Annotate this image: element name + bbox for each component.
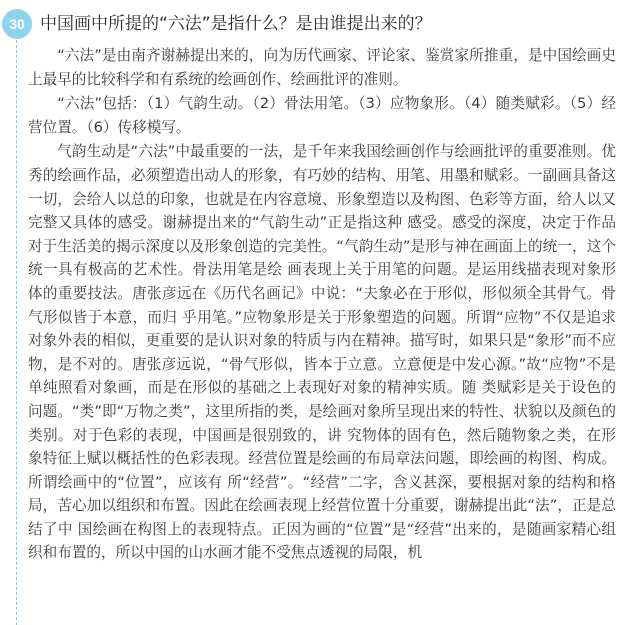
- paragraph: 气韵生动是“六法”中最重要的一法，是千年来我国绘画创作与绘画批评的重要准则。优秀的绘画作品，必须塑造出动人的形象，有巧妙的结构、用笔、用墨和赋彩。一副画具备这一切，会给人以总的印象，也就是在内容意境、形象塑造以及构图、色彩等方面，给人以又完整又具体的感受。谢赫提出来的“气韵生动”正是指这种 感受。感受的深度，决定于作品对于生活美的揭示深度以及形象创造的完美性。“气韵生动”是形与神在画面上的统一，这个统一具有极高的艺术性。骨法用笔是绘 画表现上关于用笔的问题。是运用线描表现对象形体的重要技法。唐张彦远在《历代名画记》中说：“夫象必在于形似，形似须全其骨气。骨气形似皆于本意，而归 乎用笔。”应物象形是关于形象塑造的问题。所谓“应物”不仅是追求对象外表的相似，更重要的是认识对象的特质与内在精神。描写时，如果只是“象形”而不应 物，是不对的。唐张彦远说，“骨气形似，皆本于立意。立意便是中发心源。”故“应物”不是单纯照看对象画，而是在形似的基础之上表现好对象的精神实质。随 类赋彩是关于设色的问题。“类”即“万物之类”，这里所指的类，是绘画对象所呈现出来的特性、状貌以及颜色的类别。对于色彩的表现，中国画是很别致的，讲 究物体的固有色，然后随物象之类，在形象特征上赋以概括性的色彩表现。经营位置是绘画的布局章法问题，即绘画的构图、构成。所谓绘画中的“位置”，应该有 所“经营”。“经营”二字，含义甚深，要根据对象的结构和格局，苦心加以组织和布置。因此在绘画表现上经营位置十分重要，谢赫提出此“法”，正是总结了中 国绘画在构图上的表现特点。正因为画的“位置”是“经营”出来的，是随画家精心组织和布置的，所以中国的山水画才能不受焦点透视的局限，机: [28, 143, 616, 562]
- paragraph: “六法”包括：（1）气韵生动。（2）骨法用笔。（3）应物象形。（4）随类赋彩。（5）经营位置。（6）传移模写。: [28, 95, 616, 136]
- question-number-badge: 30: [2, 9, 32, 39]
- paragraph: “六法”是由南齐谢赫提出来的，向为历代画家、评论家、鉴赏家所推重，是中国绘画史上最早的比较科学和有系统的绘画创作、绘画批评的准则。: [28, 47, 616, 88]
- dashed-margin-line: [16, 40, 17, 625]
- question-title: 中国画中所提的“六法”是指什么？是由谁提出来的？: [40, 14, 432, 34]
- answer-body: [28, 44, 616, 566]
